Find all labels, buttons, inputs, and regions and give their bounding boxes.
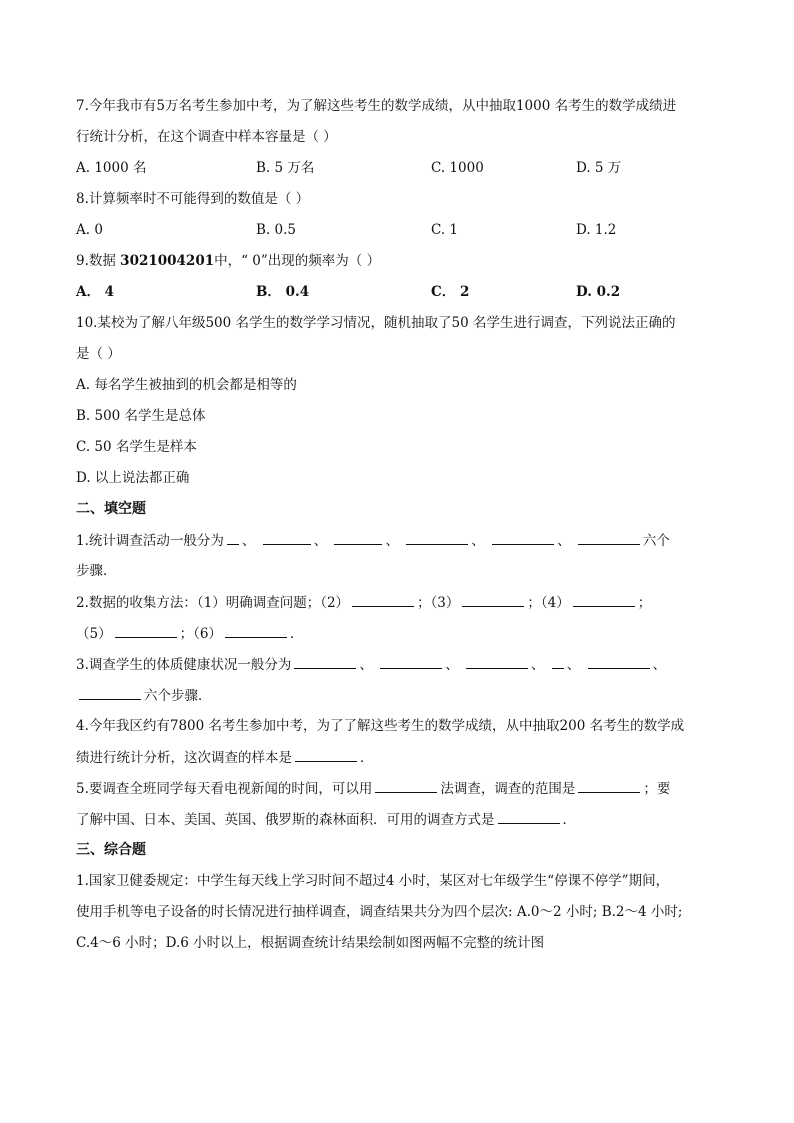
answer-blank[interactable] [578, 530, 640, 545]
comprehensive-1-line-1: 1.国家卫健委规定：中学生每天线上学习时间不超过4 小时，某区对七年级学生“停课不停学”期间， [76, 873, 670, 889]
fill-5-text: 5.要调查全班同学每天看电视新闻的时间，可以用 [76, 781, 373, 797]
fill-3-text: 3.调查学生的体质健康状况一般分为 [76, 657, 292, 673]
question-9-number: 3021004201 [120, 253, 215, 269]
separator: 、 [530, 657, 545, 673]
separator: 、 [471, 533, 485, 549]
question-7-options [76, 158, 726, 189]
separator: 、 [313, 533, 328, 549]
answer-blank[interactable] [498, 809, 560, 824]
question-10-line-1: 10.某校为了解八年级500 名学生的数学学习情况，随机抽取了50 名学生进行调查，下列说法正确的 [76, 315, 676, 331]
fill-1-end: 六个 [642, 533, 670, 549]
fill-3-line-2 [76, 685, 726, 716]
answer-blank[interactable] [294, 654, 356, 669]
answer-blank[interactable] [380, 654, 442, 669]
answer-blank[interactable] [227, 530, 239, 545]
option-b: B. 0.5 [256, 222, 296, 238]
answer-blank[interactable] [573, 592, 635, 607]
answer-blank[interactable] [462, 592, 524, 607]
answer-blank[interactable] [79, 685, 141, 700]
fill-5-text: ；要 [643, 781, 671, 797]
fill-5-line-1 [76, 778, 726, 809]
fill-5-text: 法调查，调查的范围是 [440, 781, 576, 797]
question-10-option-b: B. 500 名学生是总体 [76, 408, 206, 424]
fill-2-text: ；（3） [417, 595, 460, 611]
answer-blank[interactable] [588, 654, 650, 669]
answer-blank[interactable] [492, 530, 554, 545]
separator: 、 [557, 533, 571, 549]
option-d: D. 5 万 [576, 160, 622, 176]
fill-1-line-1 [76, 530, 726, 561]
fill-2-text: ； [637, 595, 652, 611]
fill-2-text: （5） [76, 626, 112, 642]
separator: 、 [241, 533, 256, 549]
question-8-options [76, 220, 726, 251]
question-9-options [76, 282, 726, 313]
answer-blank[interactable] [115, 623, 177, 638]
comprehensive-1-line-3: C.4～6 小时；D.6 小时以上，根据调查统计结果绘制如图两幅不完整的统计图 [76, 935, 545, 951]
fill-2-text: ；（4） [527, 595, 570, 611]
fill-5-line-2 [76, 809, 726, 840]
fill-3-line-1 [76, 654, 726, 685]
answer-blank[interactable] [334, 530, 382, 545]
fill-2-line-2 [76, 623, 726, 654]
option-b: B. 5 万名 [256, 160, 315, 176]
fill-2-line-1 [76, 592, 726, 623]
separator: 、 [652, 657, 667, 673]
fill-4-text: ． [360, 750, 374, 766]
question-9-stem-prefix: 9.数据 [76, 253, 121, 269]
fill-2-text: 2.数据的收集方法：（1）明确调查问题；（2） [76, 595, 350, 611]
option-b: B． 0.4 [256, 284, 310, 300]
fill-1-text: 1.统计调查活动一般分为 [76, 533, 224, 549]
section-2-heading: 二、填空题 [76, 501, 146, 517]
answer-blank[interactable] [466, 654, 528, 669]
fill-4-line-2 [76, 747, 726, 778]
option-a: A. 1000 名 [76, 160, 147, 176]
answer-blank[interactable] [263, 530, 311, 545]
answer-blank[interactable] [375, 778, 437, 793]
fill-2-text: ． [289, 626, 304, 642]
separator: 、 [566, 657, 581, 673]
question-7-line-1: 7.今年我市有5万名考生参加中考，为了解这些考生的数学成绩，从中抽取1000 名考生的数学成绩进 [76, 98, 677, 114]
answer-blank[interactable] [552, 654, 564, 669]
option-a: A. 0 [76, 222, 103, 238]
separator: 、 [359, 657, 373, 673]
question-9-stem [76, 251, 726, 282]
option-c: C． 2 [431, 284, 470, 300]
comprehensive-1-line-2: 使用手机等电子设备的时长情况进行抽样调查，调查结果共分为四个层次: A.0～2 小时; B.2～4 小时; [76, 904, 683, 920]
fill-2-text: ；（6） [179, 626, 222, 642]
separator: 、 [445, 657, 459, 673]
answer-blank[interactable] [578, 778, 640, 793]
fill-4-text: 绩进行统计分析，这次调查的样本是 [76, 750, 292, 766]
fill-1-line-2: 步骤． [76, 563, 117, 579]
fill-5-text: ． [562, 812, 576, 828]
fill-3-end: 六个步骤． [144, 688, 212, 704]
answer-blank[interactable] [225, 623, 287, 638]
option-d: D. 1.2 [576, 222, 617, 238]
question-9-stem-suffix: 中，“ 0”出现的频率为（ ） [214, 253, 381, 269]
answer-blank[interactable] [352, 592, 414, 607]
question-8-stem: 8.计算频率时不可能得到的数值是（ ） [76, 191, 310, 207]
question-10-option-d: D. 以上说法都正确 [76, 470, 190, 486]
answer-blank[interactable] [295, 747, 357, 762]
question-10-option-c: C. 50 名学生是样本 [76, 439, 197, 455]
section-3-heading: 三、综合题 [76, 842, 146, 858]
fill-5-text: 了解中国、日本、美国、英国、俄罗斯的森林面积．可用的调查方式是 [76, 812, 495, 828]
worksheet-page [76, 96, 726, 964]
fill-4-line-1: 4.今年我区约有7800 名考生参加中考，为了了解这些考生的数学成绩，从中抽取200 名考生的数学成 [76, 718, 685, 734]
option-c: C. 1 [431, 222, 459, 238]
option-c: C. 1000 [431, 160, 484, 176]
question-7-line-2: 行统计分析，在这个调查中样本容量是（ ） [76, 129, 337, 145]
question-10-option-a: A. 每名学生被抽到的机会都是相等的 [76, 377, 297, 393]
separator: 、 [385, 533, 399, 549]
option-a: A． 4 [76, 284, 115, 300]
option-d: D. 0.2 [576, 284, 621, 300]
question-10-line-2: 是（ ） [76, 346, 121, 362]
answer-blank[interactable] [406, 530, 468, 545]
